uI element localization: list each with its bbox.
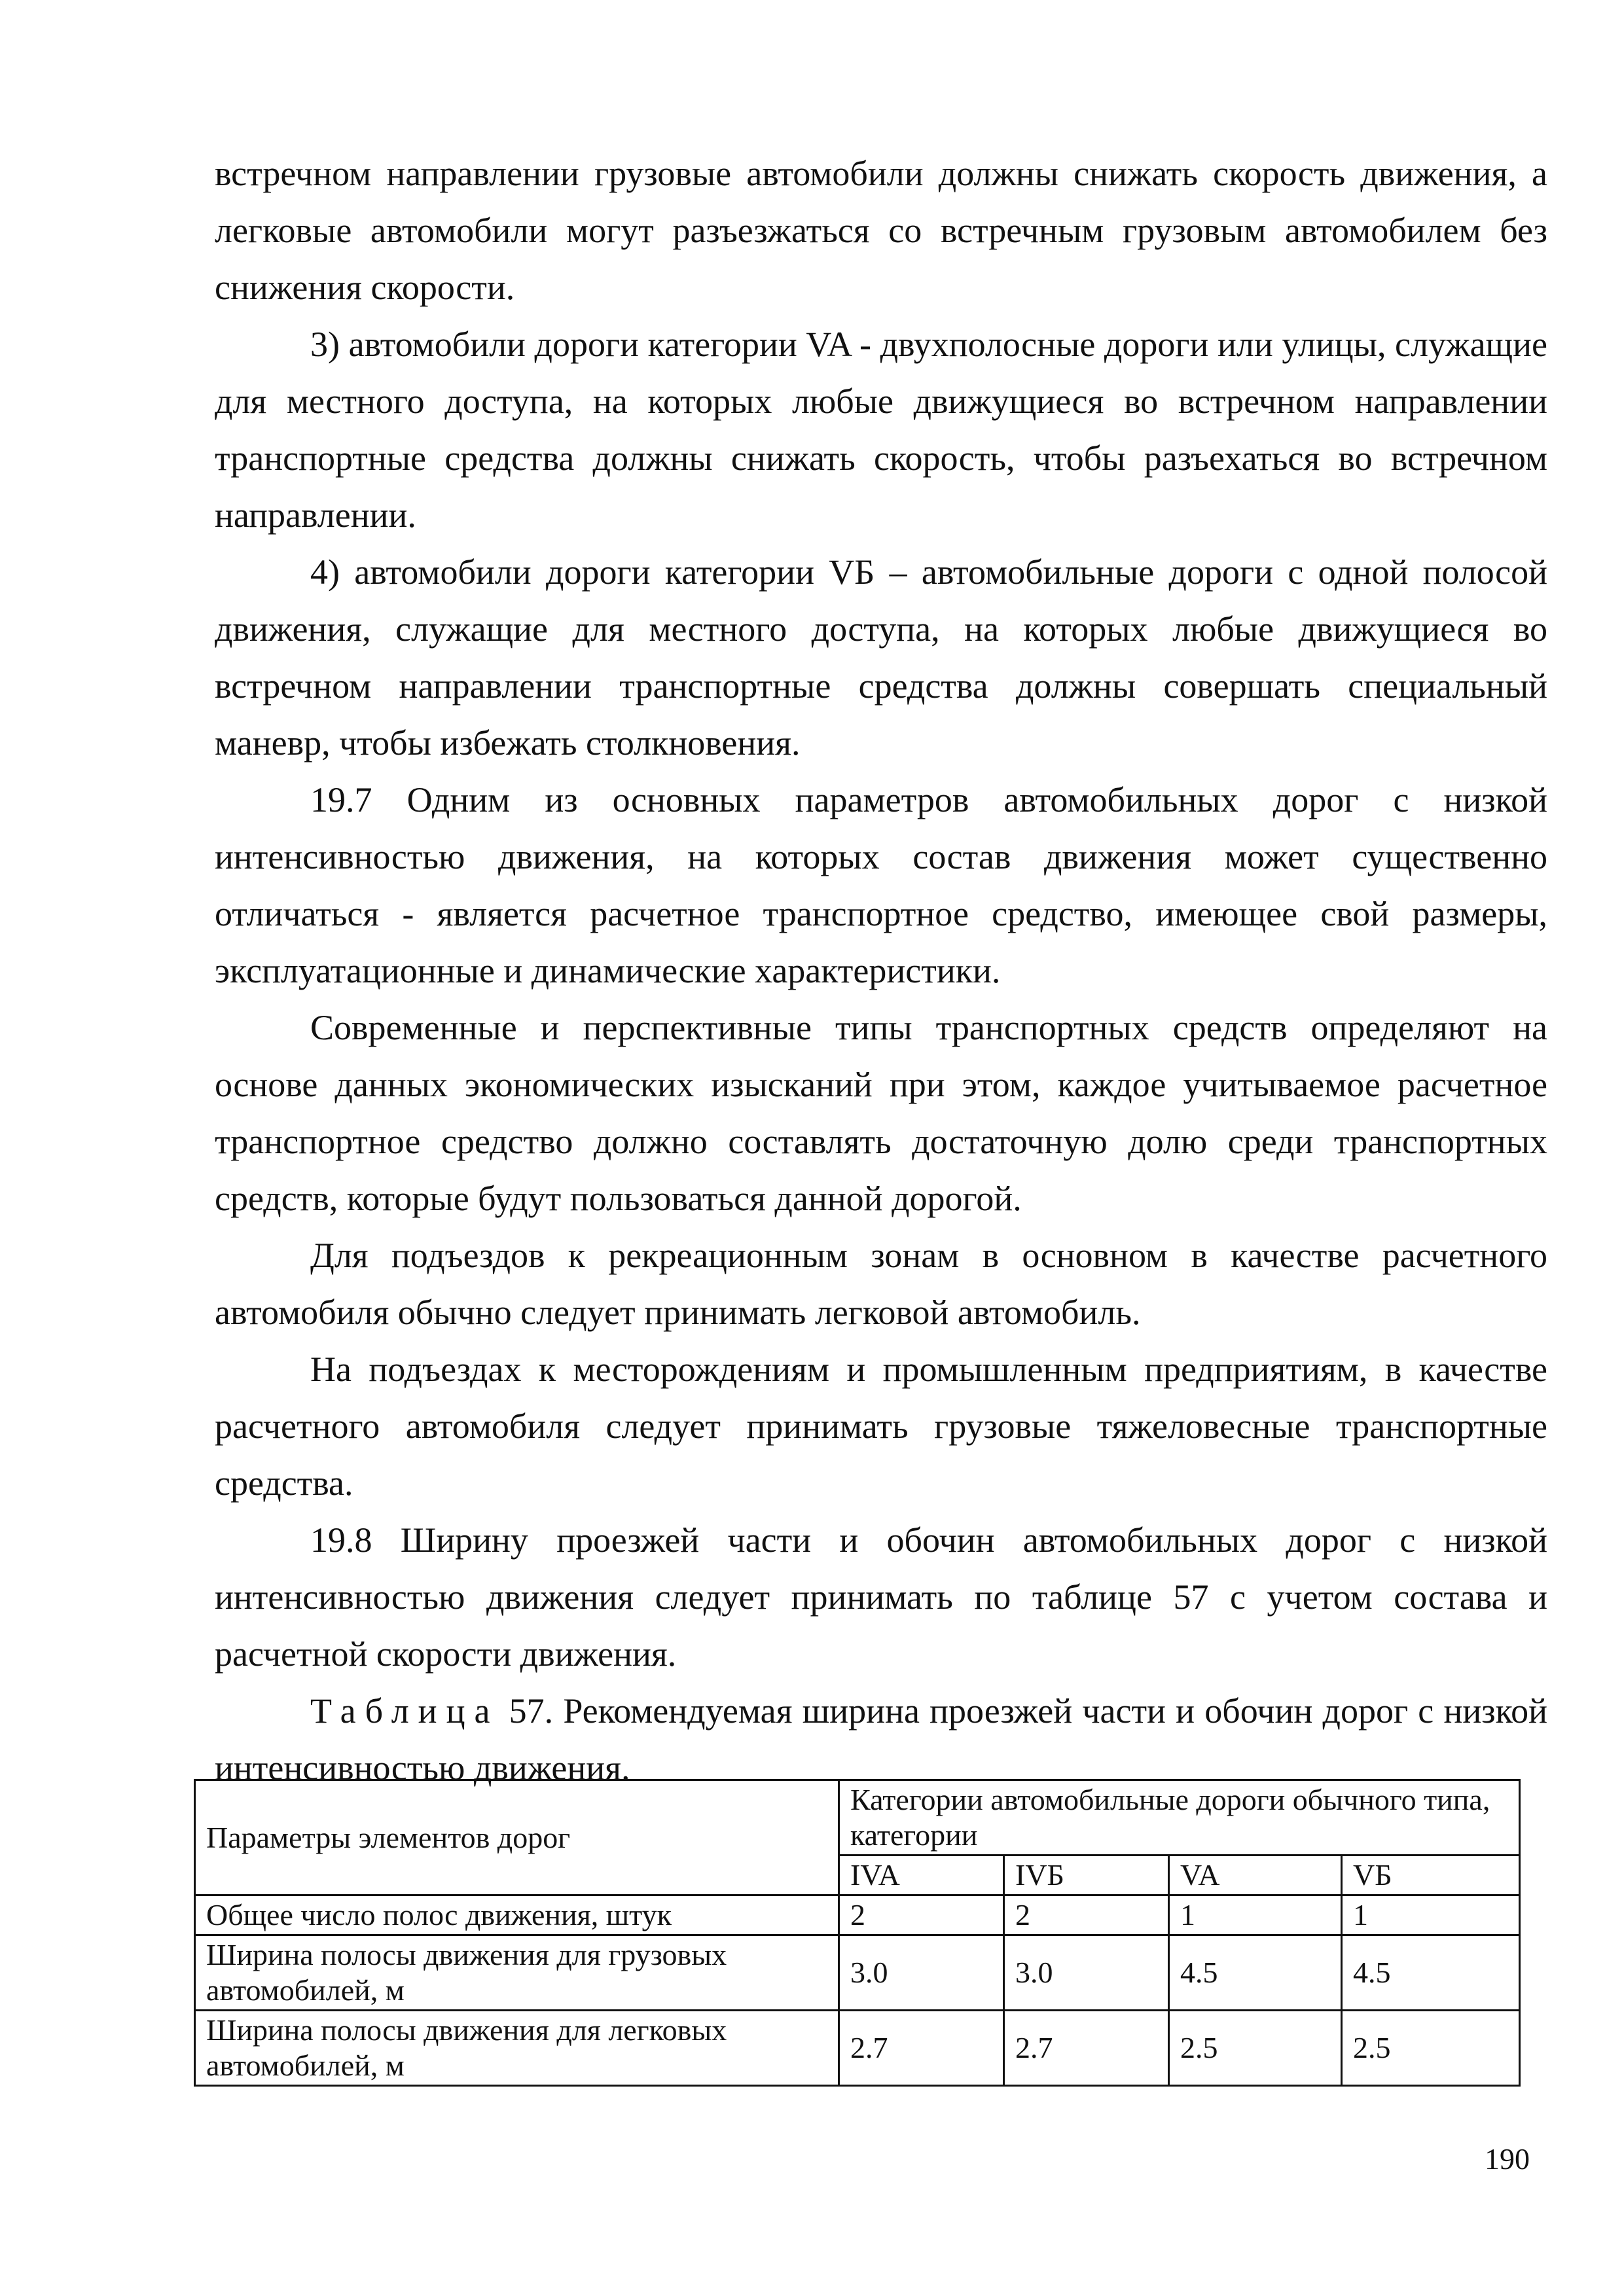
row-label-cell: Общее число полос движения, штук xyxy=(195,1895,839,1935)
row-label-cell: Ширина полосы движения для легковых автомобилей, м xyxy=(195,2011,839,2086)
paragraph-category-vb: 4) автомобили дороги категории VБ – автомобильные дороги с одной полосой движения, служащие для местного доступа, на которых любые движущиеся во встречном направлении транспортные средства должны совершать специальный маневр, чтобы избежать столкновения. xyxy=(215,552,1547,762)
table-57 xyxy=(194,1779,1519,2087)
body-text xyxy=(215,145,1547,1797)
value-cell: 2.7 xyxy=(1004,2011,1169,2086)
table-row xyxy=(195,1935,1520,2011)
table-header-row xyxy=(195,1780,1520,1856)
paragraph-category-va: 3) автомобили дороги категории VA - двухполосные дороги или улицы, служащие для местного доступа, на которых любые движущиеся во встречном направлении транспортные средства должны снижать скорость, чтобы разъехаться во встречном направлении. xyxy=(215,325,1547,535)
paragraph-vehicle-types: Современные и перспективные типы транспортных средств определяют на основе данных экономических изысканий при этом, каждое учитываемое расчетное транспортное средство должно составлять достаточную долю среди транспортных средств, которые будут пользоваться данной дорогой. xyxy=(215,1008,1547,1218)
table-row xyxy=(195,2011,1520,2086)
road-width-table xyxy=(194,1779,1521,2087)
table-caption-text: 57. Рекомендуемая ширина проезжей части и обочин дорог с низкой интенсивностью движения. xyxy=(215,1691,1547,1787)
value-cell: 1 xyxy=(1169,1895,1342,1935)
value-cell: 2 xyxy=(1004,1895,1169,1935)
value-cell: 2.5 xyxy=(1342,2011,1520,2086)
row-label-cell: Ширина полосы движения для грузовых автомобилей, м xyxy=(195,1935,839,2011)
paragraph-recreation-zones: Для подъездов к рекреационным зонам в основном в качестве расчетного автомобиля обычно следует принимать легковой автомобиль. xyxy=(215,1236,1547,1332)
value-cell: 3.0 xyxy=(839,1935,1004,2011)
value-cell: 2.7 xyxy=(839,2011,1004,2086)
value-cell: 4.5 xyxy=(1169,1935,1342,2011)
paragraph-industrial-access: На подъездах к месторождениям и промышленным предприятиям, в качестве расчетного автомобиля следует принимать грузовые тяжеловесные транспортные средства. xyxy=(215,1350,1547,1503)
category-header-cell: IVБ xyxy=(1004,1856,1169,1895)
category-group-header-cell: Категории автомобильные дороги обычного типа, категории xyxy=(839,1780,1520,1856)
table-caption-label: Таблица xyxy=(310,1691,499,1731)
param-header-cell: Параметры элементов дорог xyxy=(195,1780,839,1895)
table-row xyxy=(195,1895,1520,1935)
paragraph-19-7: 19.7 Одним из основных параметров автомобильных дорог с низкой интенсивностью движения, на которых состав движения может существенно отличаться - является расчетное транспортное средство, имеющее свой размеры, эксплуатационные и динамические характеристики. xyxy=(215,780,1547,990)
category-header-cell: VБ xyxy=(1342,1856,1520,1895)
category-header-cell: IVA xyxy=(839,1856,1004,1895)
value-cell: 2.5 xyxy=(1169,2011,1342,2086)
category-header-cell: VA xyxy=(1169,1856,1342,1895)
value-cell: 2 xyxy=(839,1895,1004,1935)
paragraph-continuation: встречном направлении грузовые автомобили должны снижать скорость движения, а легковые автомобили могут разъезжаться со встречным грузовым автомобилем без снижения скорости. xyxy=(215,154,1547,307)
paragraph-19-8: 19.8 Ширину проезжей части и обочин автомобильных дорог с низкой интенсивностью движения следует принимать по таблице 57 с учетом состава и расчетной скорости движения. xyxy=(215,1520,1547,1674)
value-cell: 1 xyxy=(1342,1895,1520,1935)
value-cell: 3.0 xyxy=(1004,1935,1169,2011)
value-cell: 4.5 xyxy=(1342,1935,1520,2011)
page-number: 190 xyxy=(1485,2142,1530,2176)
